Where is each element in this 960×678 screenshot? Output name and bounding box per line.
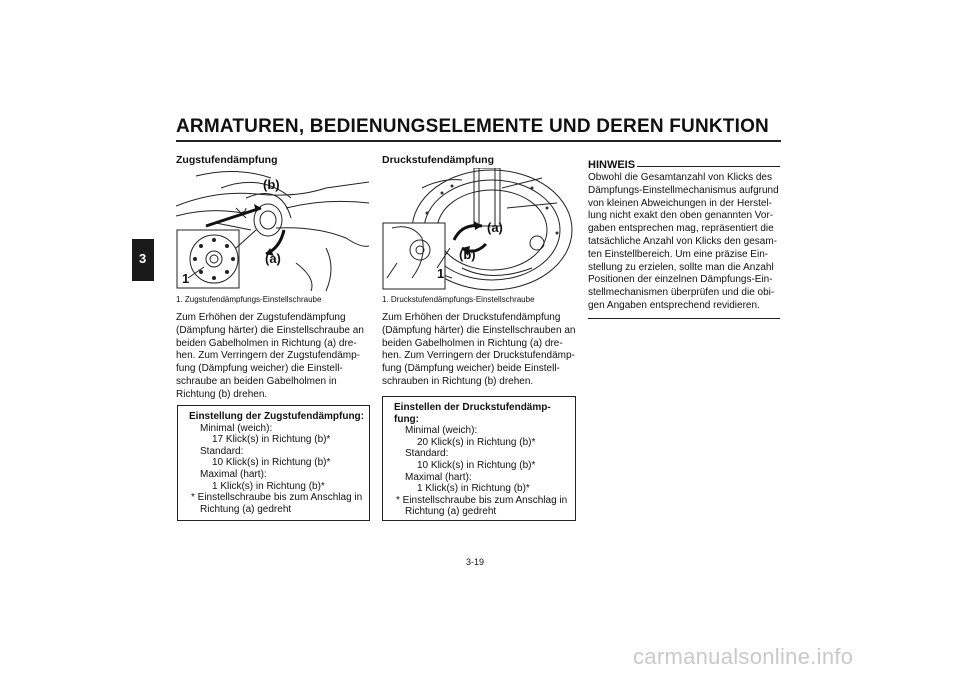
note-line: Dämpfungs-Einstellmechanismus aufgrund [588,184,779,196]
compression-body-text [382,312,575,389]
note-line: gen Angaben entsprechend revidieren. [588,299,760,311]
page-title: ARMATUREN, BEDIENUNGSELEMENTE UND DEREN FUNKTION [176,116,769,137]
spec-std-label: Standard: [405,448,449,460]
body-line: fung (Dämpfung weicher) die Einstell- [176,363,343,375]
spec-std-value: 10 Klick(s) in Richtung (b)* [212,457,331,469]
spec-footnote-cont: Richtung (a) gedreht [405,506,497,518]
spec-footnote-cont: Richtung (a) gedreht [200,503,292,515]
body-line: hen. Zum Verringern der Druckstufendämp- [382,350,575,362]
note-line: ten Einstellbereich. Um eine präzise Ein- [588,248,769,260]
note-line: stellmechanismen überprüfen und die obi- [588,287,775,299]
body-line: schraube an beiden Gabelholmen in [176,375,337,387]
note-line: Positionen der einzelnen Dämpfungs-Ein- [588,274,773,286]
page-number: 3-19 [466,557,485,567]
spec-std-value: 10 Klick(s) in Richtung (b)* [417,459,536,471]
note-body-text [588,172,779,313]
label-1: 1 [182,271,190,286]
label-1: 1 [437,266,445,281]
spec-max-value: 1 Klick(s) in Richtung (b)* [417,483,530,495]
rebound-body-text [176,312,364,402]
watermark: carmanualsonline.info [633,644,854,669]
body-line: (Dämpfung härter) die Einstellschraube an [176,324,364,336]
body-line: schrauben in Richtung (b) drehen. [382,375,534,387]
spec-title-cont: fung: [394,413,419,425]
spec-title: Einstellung der Zugstufendämpfung: [189,411,364,422]
compression-figure-caption: 1. Druckstufendämpfungs-Einstellschraube [382,295,535,304]
note-line: von kleinen Abweichungen in der Herstel- [588,197,772,209]
note-line: gaben entsprechen mag, repräsentiert die [588,223,774,235]
note-line: stellung zu erzielen, sollte man die Anzahl [588,261,774,273]
compression-spec-box [382,396,576,521]
body-line: Zum Erhöhen der Zugstufendämpfung [176,312,346,323]
note-heading-rule [637,166,780,167]
rebound-figure-caption: 1. Zugstufendämpfungs-Einstellschraube [176,295,322,304]
body-line: Richtung (b) drehen. [176,388,268,400]
label-b: (b) [263,177,280,192]
body-line: hen. Zum Verringern der Zugstufendämp- [176,350,360,362]
body-line: fung (Dämpfung weicher) beide Einstell- [382,363,560,375]
spec-max-label: Maximal (hart): [200,468,267,480]
spec-max-label: Maximal (hart): [405,471,472,483]
rebound-spec-box [177,405,370,521]
label-a: (a) [487,220,503,235]
body-line: (Dämpfung härter) die Einstellschrauben an [382,324,576,336]
title-rule [176,140,781,142]
body-line: beiden Gabelholmen in Richtung (a) dre- [176,337,357,349]
spec-footnote: * Einstellschraube bis zum Anschlag in [191,492,363,504]
body-line: beiden Gabelholmen in Richtung (a) dre- [382,337,563,349]
spec-min-label: Minimal (weich): [200,422,273,434]
spec-std-label: Standard: [200,445,244,457]
spec-min-label: Minimal (weich): [405,425,478,437]
compression-adjuster-illustration [382,168,576,291]
note-line: tatsächliche Anzahl von Klicks den gesam- [588,235,777,247]
spec-footnote: * Einstellschraube bis zum Anschlag in [396,494,568,506]
note-line: lung nicht exakt den oben genannten Vor- [588,210,774,222]
compression-damping-figure [382,168,576,291]
compression-damping-heading: Druckstufendämpfung [382,154,495,166]
note-bottom-rule [588,318,780,319]
note-heading: HINWEIS [588,159,636,171]
label-a: (a) [265,251,281,266]
rebound-damping-heading: Zugstufendämpfung [176,154,278,166]
spec-min-value: 20 Klick(s) in Richtung (b)* [417,436,536,448]
rebound-damping-figure [176,168,369,291]
spec-min-value: 17 Klick(s) in Richtung (b)* [212,434,331,446]
spec-max-value: 1 Klick(s) in Richtung (b)* [212,480,325,492]
body-line: Zum Erhöhen der Druckstufendämpfung [382,312,561,323]
spec-title: Einstellen der Druckstufendämp- [394,402,551,413]
chapter-number: 3 [139,251,147,266]
note-line: Obwohl die Gesamtanzahl von Klicks des [588,172,772,183]
label-b: (b) [459,247,476,262]
